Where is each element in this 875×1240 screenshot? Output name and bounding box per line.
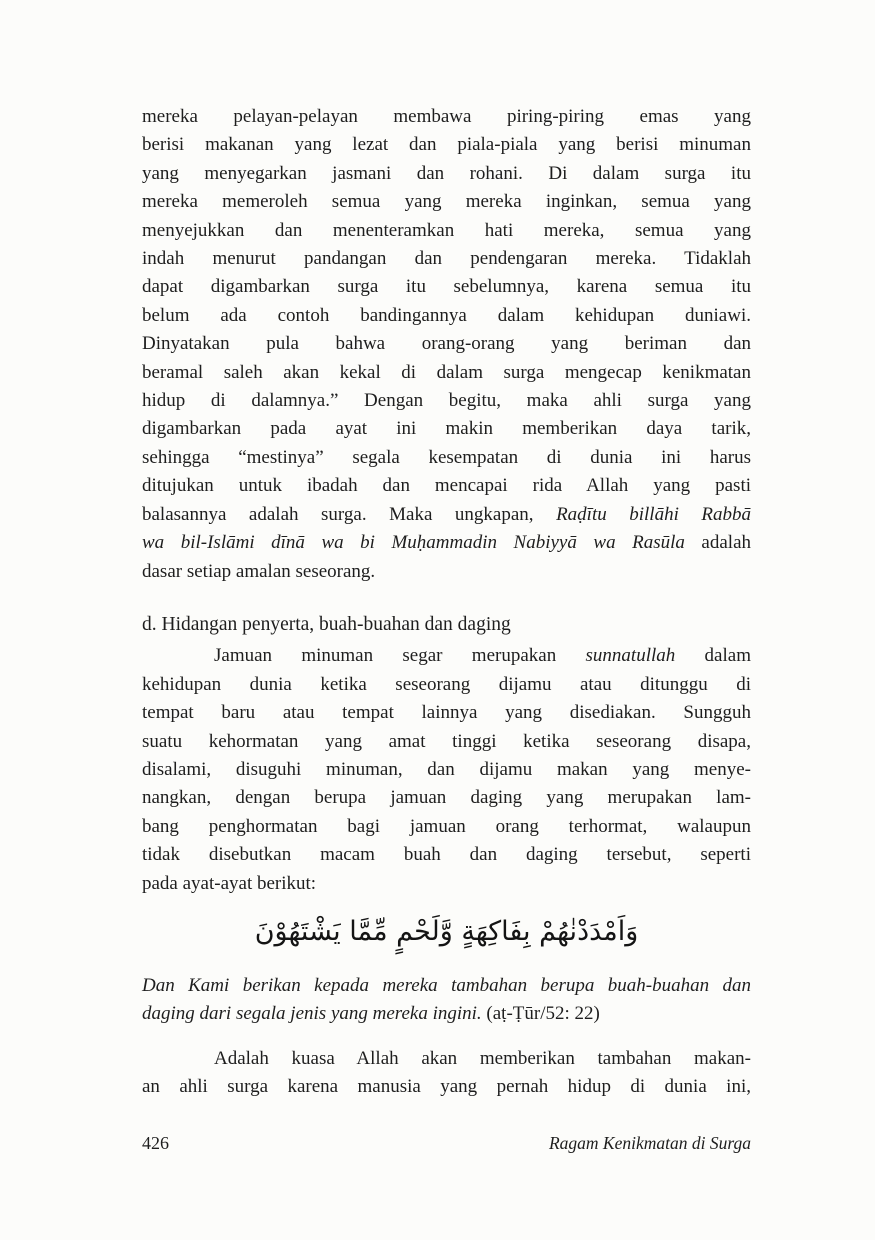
text-line: Adalah kuasa Allah akan memberikan tambahan makan- — [214, 1047, 751, 1069]
text-line: kehidupan dunia ketika seseorang dijamu atau ditunggu di — [142, 673, 751, 695]
text-line: bang penghormatan bagi jamuan orang terhormat, walaupun — [142, 815, 751, 837]
text-line: pada ayat-ayat berikut: — [142, 872, 317, 894]
text-line: suatu kehormatan yang amat tinggi ketika seseorang disapa, — [142, 730, 751, 752]
text-line: belum ada contoh bandingannya dalam kehidupan duniawi. — [142, 304, 751, 326]
paragraph-jamuan — [142, 642, 751, 898]
running-title: Ragam Kenikmatan di Surga — [548, 1133, 751, 1153]
paragraph-continued — [142, 103, 751, 586]
text-line: wa bil-Islāmi dīnā wa bi Muḥammadin Nabiyyā wa Rasūla adalah — [142, 532, 752, 554]
text-line: berisi makanan yang lezat dan piala-piala yang berisi minuman — [142, 134, 751, 156]
section-heading: d. Hidangan penyerta, buah-buahan dan daging — [142, 613, 511, 635]
text-line: indah menurut pandangan dan pendengaran mereka. Tidaklah — [142, 248, 751, 270]
text-column — [142, 103, 751, 1102]
text-line: Jamuan minuman segar merupakan sunnatullah dalam — [214, 645, 751, 667]
text-line: disalami, disuguhi minuman, dan dijamu makan yang menye- — [142, 758, 751, 780]
text-line: beramal saleh akan kekal di dalam surga mengecap kenikmatan — [142, 361, 751, 383]
text-line: sehingga “mestinya” segala kesempatan di dunia ini harus — [142, 446, 751, 468]
text-line: mereka pelayan-pelayan membawa piring-piring emas yang — [142, 106, 751, 127]
text-line: ditujukan untuk ibadah dan mencapai rida Allah yang pasti — [142, 475, 751, 497]
arabic-verse: وَاَمْدَدْنٰهُمْ بِفَاكِهَةٍ وَّلَحْمٍ مِّمَّا يَشْتَهُوْنَ — [254, 915, 639, 947]
text-line: hidup di dalamnya.” Dengan begitu, maka ahli surga yang — [142, 390, 751, 412]
text-line: dasar setiap amalan seseorang. — [142, 560, 376, 582]
verse-translation — [142, 972, 751, 1029]
text-line: an ahli surga karena manusia yang pernah hidup di dunia ini, — [142, 1076, 751, 1098]
text-line: balasannya adalah surga. Maka ungkapan, Raḍītu billāhi Rabbā — [142, 503, 752, 525]
text-line: Dan Kami berikan kepada mereka tambahan berupa buah-buahan dan — [142, 974, 751, 996]
text-line: dapat digambarkan surga itu sebelumnya, karena semua itu — [142, 276, 751, 298]
page-footer — [142, 1133, 751, 1154]
text-line: nangkan, dengan berupa jamuan daging yang merupakan lam- — [142, 787, 751, 809]
text-line: Dinyatakan pula bahwa orang-orang yang beriman dan — [142, 333, 751, 355]
text-line: tidak disebutkan macam buah dan daging tersebut, seperti — [142, 844, 751, 866]
text-line: menyejukkan dan menenteramkan hati mereka, semua yang — [142, 219, 751, 241]
text-line: digambarkan pada ayat ini makin memberikan daya tarik, — [142, 418, 751, 440]
text-line: daging dari segala jenis yang mereka ingini. (aṭ-Ṭūr/52: 22) — [142, 1003, 600, 1025]
text-line: tempat baru atau tempat lainnya yang disediakan. Sungguh — [142, 702, 751, 724]
paragraph-adalah-kuasa — [142, 1045, 751, 1102]
text-line: yang menyegarkan jasmani dan rohani. Di dalam surga itu — [142, 162, 751, 184]
page-number: 426 — [142, 1133, 169, 1153]
text-line: mereka memeroleh semua yang mereka inginkan, semua yang — [142, 191, 751, 213]
